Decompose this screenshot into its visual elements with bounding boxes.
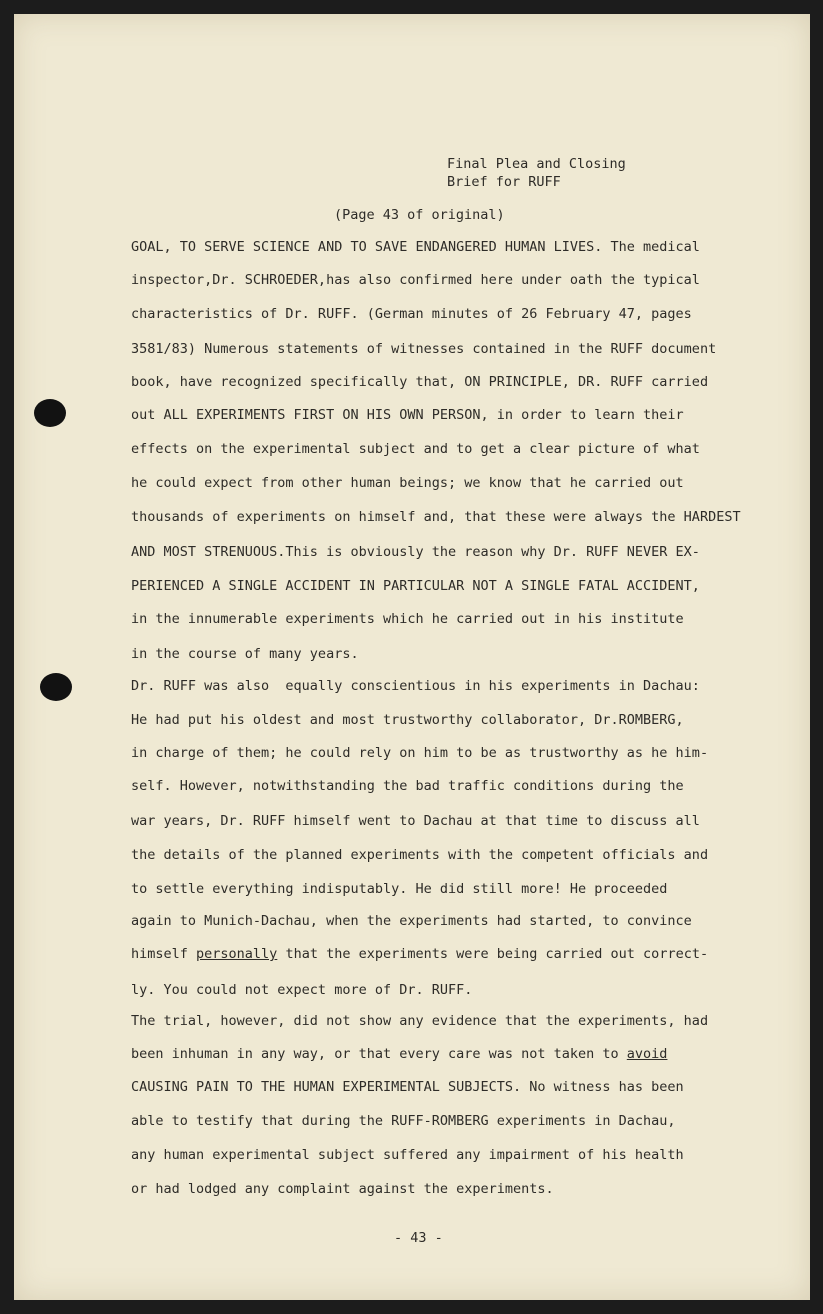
body-line: book, have recognized specifically that, ON PRINCIPLE, DR. RUFF carried (131, 374, 709, 390)
body-line: AND MOST STRENUOUS.This is obviously the reason why Dr. RUFF NEVER EX- (131, 544, 700, 560)
body-line: war years, Dr. RUFF himself went to Dachau at that time to discuss all (131, 813, 700, 829)
body-line: or had lodged any complaint against the experiments. (131, 1181, 554, 1197)
punch-hole (40, 673, 72, 701)
header-title-line1: Final Plea and Closing (447, 156, 626, 172)
body-line: PERIENCED A SINGLE ACCIDENT IN PARTICULAR NOT A SINGLE FATAL ACCIDENT, (131, 578, 700, 594)
header-title-line2: Brief for RUFF (447, 174, 561, 190)
body-line: been inhuman in any way, or that every care was not taken to avoid (131, 1046, 668, 1062)
page-reference: (Page 43 of original) (334, 207, 505, 223)
body-line: thousands of experiments on himself and, that these were always the HARDEST (131, 509, 741, 525)
body-line: effects on the experimental subject and to get a clear picture of what (131, 441, 700, 457)
body-line: able to testify that during the RUFF-ROMBERG experiments in Dachau, (131, 1113, 676, 1129)
body-line: Dr. RUFF was also equally conscientious in his experiments in Dachau: (131, 678, 700, 694)
body-line: CAUSING PAIN TO THE HUMAN EXPERIMENTAL SUBJECTS. No witness has been (131, 1079, 684, 1095)
body-line: GOAL, TO SERVE SCIENCE AND TO SAVE ENDANGERED HUMAN LIVES. The medical (131, 239, 700, 255)
body-line: The trial, however, did not show any evidence that the experiments, had (131, 1013, 709, 1029)
body-line: in the innumerable experiments which he carried out in his institute (131, 611, 684, 627)
body-line: inspector,Dr. SCHROEDER,has also confirmed here under oath the typical (131, 272, 700, 288)
body-line: any human experimental subject suffered any impairment of his health (131, 1147, 684, 1163)
punch-hole (34, 399, 66, 427)
body-line: out ALL EXPERIMENTS FIRST ON HIS OWN PERSON, in order to learn their (131, 407, 684, 423)
body-line: self. However, notwithstanding the bad traffic conditions during the (131, 778, 684, 794)
body-line: he could expect from other human beings; we know that he carried out (131, 475, 684, 491)
page-number: - 43 - (394, 1230, 443, 1246)
underlined-word: avoid (626, 1046, 668, 1062)
body-line: again to Munich-Dachau, when the experiments had started, to convince (131, 913, 692, 929)
body-line: 3581/83) Numerous statements of witnesses contained in the RUFF document (131, 341, 717, 357)
body-line: to settle everything indisputably. He did still more! He proceeded (131, 881, 668, 897)
body-line: himself personally that the experiments were being carried out correct- (131, 946, 709, 962)
body-line: ly. You could not expect more of Dr. RUFF. (131, 982, 473, 998)
body-line: characteristics of Dr. RUFF. (German minutes of 26 February 47, pages (131, 306, 692, 322)
body-line: He had put his oldest and most trustworthy collaborator, Dr.ROMBERG, (131, 712, 684, 728)
underlined-word: personally (196, 946, 278, 962)
body-line: in charge of them; he could rely on him to be as trustworthy as he him- (131, 745, 709, 761)
body-line: the details of the planned experiments with the competent officials and (131, 847, 709, 863)
body-line: in the course of many years. (131, 646, 359, 662)
